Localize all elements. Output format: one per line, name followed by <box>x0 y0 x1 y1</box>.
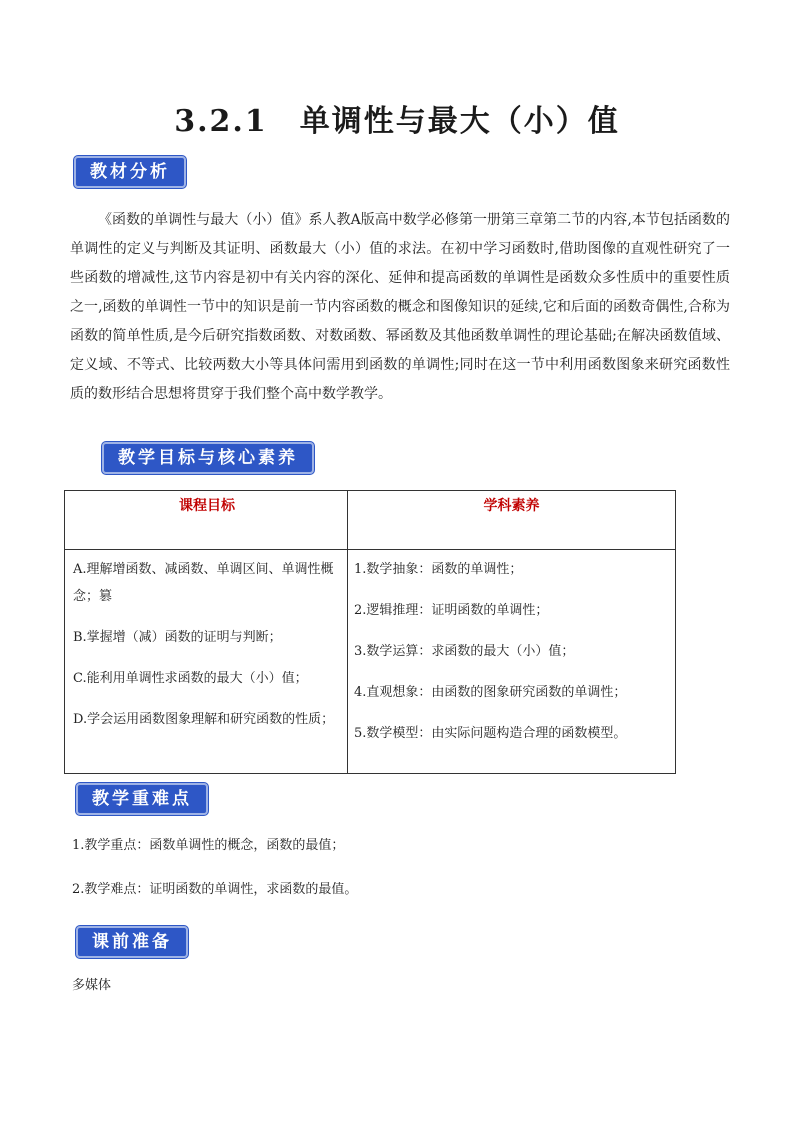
section-badge-analysis: 教材分析 <box>74 156 186 188</box>
teaching-difficulty-line: 2.教学难点：证明函数的单调性，求函数的最值。 <box>72 882 358 897</box>
list-item: A.理解增函数、减函数、单调区间、单调性概念；篡 <box>73 562 334 604</box>
list-item: 3.数学运算：求函数的最大（小）值； <box>354 644 575 659</box>
list-item: C.能利用单调性求函数的最大（小）值； <box>73 671 308 686</box>
page-title: 3.2.1 单调性与最大（小）值 <box>174 104 620 139</box>
analysis-paragraph: 《函数的单调性与最大（小）值》系人教A版高中数学必修第一册第三章第二节的内容,本节包括函数的单调性的定义与判断及其证明、函数最大（小）值的求法。在初中学习函数时,借助图像的直观性研究了一些函数的增减性,这节内容是初中有关内容的深化、延伸和提高函数的单调性是函数众多性质中的重要性质之一,函数的单调性一节中的知识是前一节内容函数的概念和图像知识的延续,它和后面的函数奇偶性,合称为函数的简单性质,是今后研究指数函数、对数函数、幂函数及其他函数单调性的理论基础;在解决函数值域、定义域、不等式、比较两数大小等具体问需用到函数的单调性;同时在这一节中利用函数图象来研究函数性质的数形结合思想将贯穿于我们整个高中数学教学。 <box>70 212 730 402</box>
section-badge-preparation: 课前准备 <box>76 926 188 958</box>
list-item: 5.数学模型：由实际问题构造合理的函数模型。 <box>354 726 627 741</box>
list-item: 1.数学抽象：函数的单调性； <box>354 562 523 577</box>
section-badge-goals: 教学目标与核心素养 <box>102 442 314 474</box>
table-header-row <box>65 491 676 550</box>
list-item: 2.逻辑推理：证明函数的单调性； <box>354 603 549 618</box>
table-header-course-goals: 课程目标 <box>65 491 348 550</box>
list-item: B.掌握增（减）函数的证明与判断； <box>73 630 282 645</box>
table-row <box>65 550 676 774</box>
teaching-focus-line: 1.教学重点：函数单调性的概念，函数的最值； <box>72 838 345 853</box>
literacy-cell <box>348 550 676 774</box>
section-badge-difficulties: 教学重难点 <box>76 783 208 815</box>
table-header-literacy: 学科素养 <box>348 491 676 550</box>
course-goals-cell <box>65 550 348 774</box>
preparation-text: 多媒体 <box>72 978 112 993</box>
list-item: D.学会运用函数图象理解和研究函数的性质； <box>73 712 335 727</box>
goals-table <box>64 490 676 774</box>
list-item: 4.直观想象：由函数的图象研究函数的单调性； <box>354 685 627 700</box>
